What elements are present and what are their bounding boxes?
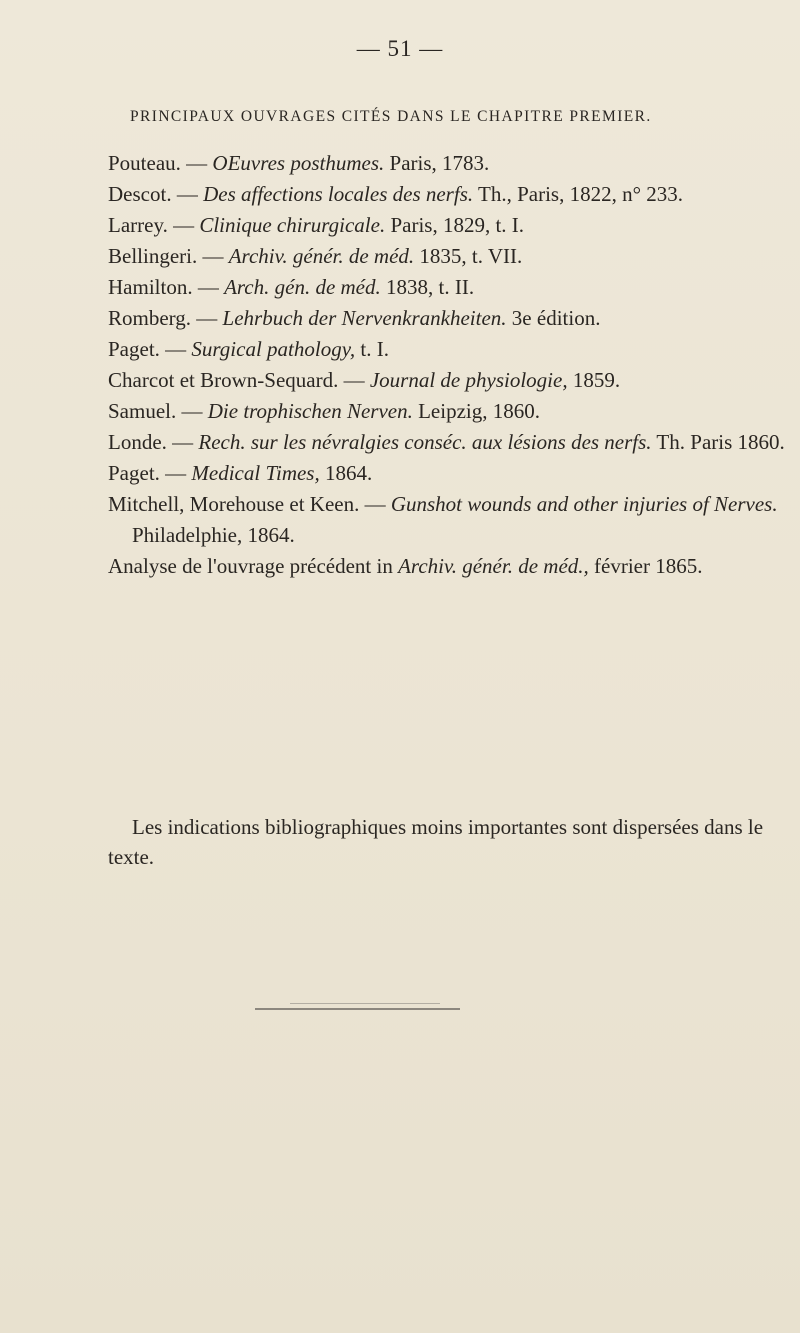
reference-title: Des affections locales des nerfs. [203,182,474,206]
reference-publication: t. I. [355,337,389,361]
reference-publication: Paris, 1783. [384,151,490,175]
reference-publication: 1864. [319,461,373,485]
reference-publication: Paris, 1829, t. I. [385,213,525,237]
reference-author: Paget. — [108,337,192,361]
reference-title: Archiv. génér. de méd., [398,554,589,578]
chapter-heading: PRINCIPAUX OUVRAGES CITÉS DANS LE CHAPITRE PREMIER. [130,108,652,125]
reference-item [108,365,788,396]
reference-title: Lehrbuch der Nervenkrankheiten. [222,306,507,330]
reference-item [108,272,788,303]
reference-publication: 3e édition. [506,306,601,330]
reference-item [108,396,788,427]
reference-item [108,179,788,210]
reference-item [108,334,788,365]
reference-title: Die trophischen Nerven. [207,399,413,423]
reference-list [108,148,788,582]
reference-author: Mitchell, Morehouse et Keen. — [108,492,391,516]
bibliography-note: Les indications bibliographiques moins importantes sont dispersées dans le texte. [108,815,764,869]
reference-publication: 1838, t. II. [380,275,475,299]
reference-item [108,458,788,489]
reference-item [108,303,788,334]
reference-publication: 1859. [567,368,621,392]
decorative-rule [290,1003,440,1004]
reference-title: Clinique chirurgicale. [199,213,386,237]
reference-item [108,489,788,551]
reference-publication: Leipzig, 1860. [412,399,540,423]
reference-author: Descot. — [108,182,204,206]
reference-title: OEuvres posthumes. [212,151,385,175]
reference-author: Bellingeri. — [108,244,229,268]
reference-author: Pouteau. — [108,151,213,175]
reference-title: Archiv. génér. de méd. [228,244,415,268]
reference-publication: février 1865. [588,554,703,578]
reference-author: Romberg. — [108,306,223,330]
reference-title: Gunshot wounds and other injuries of Nerves. [390,492,778,516]
reference-author: Paget. — [108,461,192,485]
reference-author: Samuel. — [108,399,208,423]
reference-item [108,241,788,272]
reference-publication: Th. Paris 1860. [651,430,785,454]
reference-title: Rech. sur les névralgies conséc. aux lésions des nerfs. [198,430,652,454]
reference-item [108,427,788,458]
reference-publication: Th., Paris, 1822, n° 233. [473,182,683,206]
reference-publication: 1835, t. VII. [414,244,523,268]
reference-title: Surgical pathology, [191,337,356,361]
reference-item [108,210,788,241]
reference-item [108,551,788,582]
decorative-rule [255,1008,460,1010]
reference-title: Arch. gén. de méd. [224,275,381,299]
reference-author: Larrey. — [108,213,200,237]
reference-title: Journal de physiologie, [369,368,568,392]
reference-author: Analyse de l'ouvrage précédent in [108,554,399,578]
reference-author: Londe. — [108,430,199,454]
reference-author: Hamilton. — [108,275,225,299]
reference-title: Medical Times, [191,461,320,485]
reference-item [108,148,788,179]
page-number: — 51 — [356,36,444,61]
reference-publication: Philadelphie, 1864. [132,523,295,547]
reference-author: Charcot et Brown-Sequard. — [108,368,370,392]
